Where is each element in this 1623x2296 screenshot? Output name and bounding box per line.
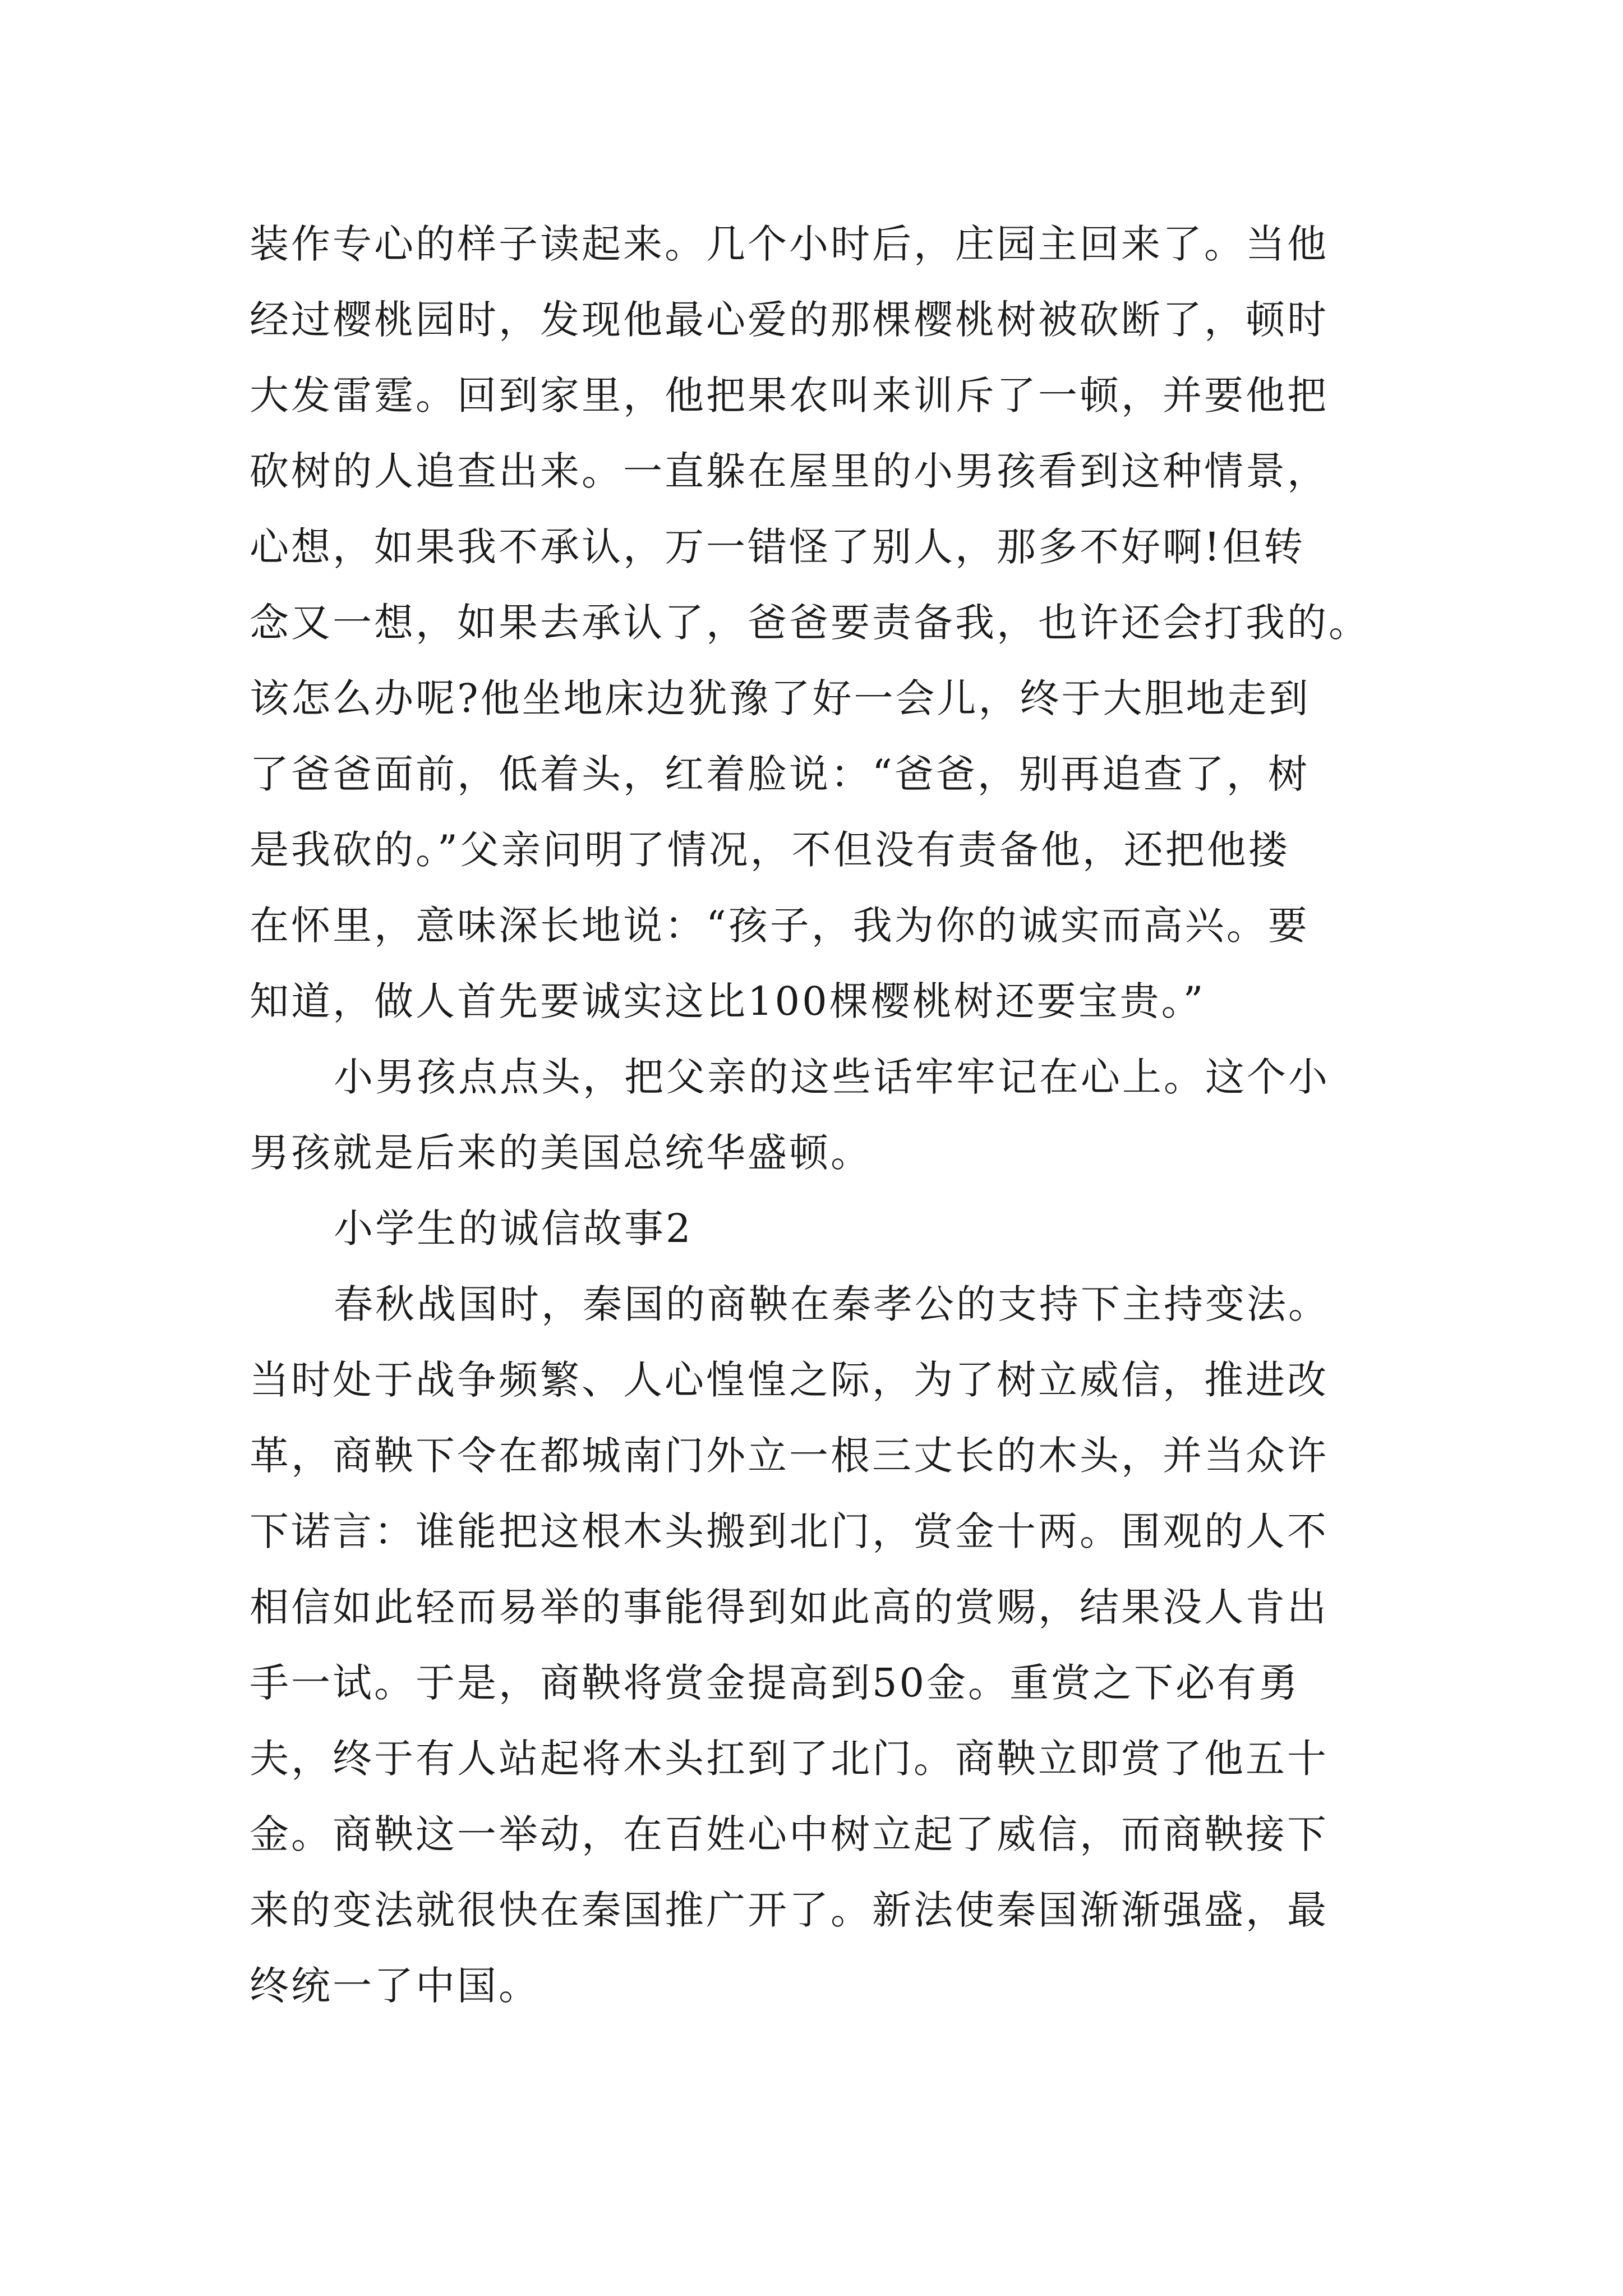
text-line: 经过樱桃园时，发现他最心爱的那棵樱桃树被砍断了，顿时 xyxy=(250,297,1329,343)
text-line: 金。商鞅这一举动，在百姓心中树立起了威信，而商鞅接下 xyxy=(250,1811,1329,1857)
text-line: 是我砍的。”父亲问明了情况，不但没有责备他，还把他搂 xyxy=(250,827,1290,873)
text-line: 大发雷霆。回到家里，他把果农叫来训斥了一顿，并要他把 xyxy=(250,372,1329,418)
text-line: 夫，终于有人站起将木头扛到了北门。商鞅立即赏了他五十 xyxy=(250,1736,1329,1782)
text-line: 当时处于战争频繁、人心惶惶之际，为了树立威信，推进改 xyxy=(250,1357,1329,1403)
text-line: 相信如此轻而易举的事能得到如此高的赏赐，结果没人肯出 xyxy=(250,1584,1329,1630)
text-line: 了爸爸面前，低着头，红着脸说：“爸爸，别再追查了，树 xyxy=(250,751,1310,797)
text-line: 在怀里，意味深长地说：“孩子，我为你的诚实而高兴。要 xyxy=(250,903,1310,949)
text-line: 心想，如果我不承认，万一错怪了别人，那多不好啊!但转 xyxy=(250,524,1306,570)
paragraph-first-line: 春秋战国时，秦国的商鞅在秦孝公的支持下主持变法。 xyxy=(334,1281,1330,1327)
text-line: 装作专心的样子读起来。几个小时后，庄园主回来了。当他 xyxy=(250,221,1329,267)
text-line: 手一试。于是，商鞅将赏金提高到50金。重赏之下必有勇 xyxy=(250,1660,1301,1706)
text-line: 男孩就是后来的美国总统华盛顿。 xyxy=(250,1130,872,1176)
text-line: 下诺言：谁能把这根木头搬到北门，赏金十两。围观的人不 xyxy=(250,1508,1329,1554)
text-line: 知道，做人首先要诚实这比100棵樱桃树还要宝贵。” xyxy=(250,978,1206,1024)
text-line: 念又一想，如果去承认了，爸爸要责备我，也许还会打我的。 xyxy=(250,600,1370,646)
section-heading: 小学生的诚信故事2 xyxy=(334,1205,693,1251)
text-line: 来的变法就很快在秦国推广开了。新法使秦国渐渐强盛，最 xyxy=(250,1887,1329,1933)
text-line: 革，商鞅下令在都城南门外立一根三丈长的木头，并当众许 xyxy=(250,1433,1329,1479)
text-line: 终统一了中国。 xyxy=(250,1963,540,2009)
paragraph-first-line: 小男孩点点头，把父亲的这些话牢牢记在心上。这个小 xyxy=(334,1054,1330,1100)
text-line: 该怎么办呢?他坐地床边犹豫了好一会儿，终于大胆地走到 xyxy=(250,675,1311,721)
text-line: 砍树的人追查出来。一直躲在屋里的小男孩看到这种情景， xyxy=(250,448,1329,494)
